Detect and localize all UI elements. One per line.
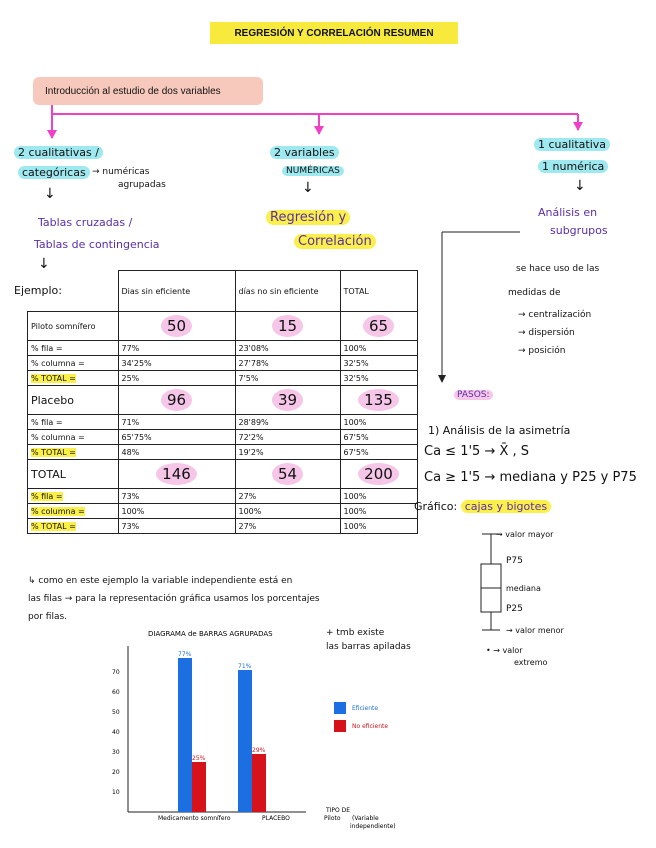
legend-label: No eficiente: [352, 723, 389, 730]
branch2-title-2: NUMÉRICAS: [282, 166, 344, 176]
y-tick-label: 60: [112, 689, 120, 696]
side-note-1: + tmb existe: [326, 628, 385, 638]
cell-value: 27%: [235, 519, 340, 534]
cell-value: 67'5%: [340, 430, 417, 445]
row-label: % TOTAL =: [31, 447, 76, 457]
header-cell: días no sin eficiente: [235, 271, 340, 312]
branch2-title-1: 2 variables: [270, 146, 339, 159]
legend-label: Eficiente: [352, 705, 379, 712]
branch3-measures-2: medidas de: [508, 288, 561, 298]
y-tick-label: 10: [112, 789, 120, 796]
row-label: Piloto somnífero: [28, 312, 119, 341]
row-label: % columna =: [28, 356, 119, 371]
cell-value: 27'78%: [235, 356, 340, 371]
row-label: % columna =: [28, 430, 119, 445]
down-arrow: ↓: [44, 186, 56, 202]
note-line-3: por filas.: [28, 612, 68, 622]
cell-value: 54: [272, 463, 303, 485]
box-label-max: → valor mayor: [496, 530, 554, 539]
bar-data-label: 71%: [238, 663, 252, 670]
box-label-extreme: • → valor: [486, 646, 523, 655]
branch3-title-1: 1 cualitativa: [534, 138, 610, 151]
cell-value: 25%: [118, 371, 235, 386]
category-label: PLACEBO: [262, 815, 290, 822]
table-row: [28, 371, 418, 386]
row-label: % columna =: [31, 506, 85, 516]
bar-data-label: 29%: [252, 747, 266, 754]
cell-value: 23'08%: [235, 341, 340, 356]
down-arrow: ↓: [302, 180, 314, 196]
measure-item: → dispersión: [518, 328, 575, 338]
x-axis-label: TIPO DE: [326, 807, 351, 814]
branch1-tables-2: Tablas de contingencia: [34, 238, 160, 251]
cell-value: 28'89%: [235, 415, 340, 430]
box-label-p25: P25: [506, 604, 523, 614]
x-axis-label: Piloto: [324, 815, 341, 822]
table-row: [28, 415, 418, 430]
cell-value: 200: [358, 463, 399, 485]
cell-value: 32'5%: [340, 356, 417, 371]
step-1: 1) Análisis de la asimetría: [428, 424, 571, 437]
header-cell: Dias sin eficiente: [118, 271, 235, 312]
down-arrow: ↓: [38, 256, 50, 272]
row-label: % fila =: [31, 491, 63, 501]
bar: [192, 762, 206, 812]
cell-value: 50: [161, 315, 192, 337]
cell-value: 71%: [118, 415, 235, 430]
pasos-connector: [420, 230, 530, 400]
y-tick-label: 40: [112, 729, 120, 736]
cell-value: 96: [161, 389, 192, 411]
table-row: [28, 356, 418, 371]
cell-value: 77%: [118, 341, 235, 356]
box-label-median: mediana: [506, 584, 541, 593]
side-note-2: las barras apiladas: [326, 642, 411, 652]
branch1-note-2: agrupadas: [118, 180, 166, 190]
bar: [252, 754, 266, 812]
box-label-p75: P75: [506, 556, 523, 566]
cell-value: 135: [358, 389, 399, 411]
branch3-analysis-1: Análisis en: [538, 206, 598, 219]
row-label: % fila =: [28, 415, 119, 430]
chart-title: DIAGRAMA de BARRAS AGRUPADAS: [148, 630, 273, 638]
branch-connectors: [0, 0, 656, 140]
cell-value: 27%: [235, 489, 340, 504]
y-tick-label: 50: [112, 709, 120, 716]
cell-value: 34'25%: [118, 356, 235, 371]
cell-value: 72'2%: [235, 430, 340, 445]
down-arrow: ↓: [574, 178, 586, 194]
row-label: % TOTAL =: [31, 373, 76, 383]
cell-value: 100%: [340, 341, 417, 356]
cell-value: 65: [363, 315, 394, 337]
cell-value: 100%: [340, 415, 417, 430]
note-line-2: las filas → para la representación gráfica usamos los porcentajes: [28, 594, 320, 604]
table-row: [28, 504, 418, 519]
cell-value: 100%: [340, 504, 417, 519]
ca-rule-1: Ca ≤ 1'5 → X̄ , S: [424, 444, 530, 459]
branch2-result-2: Correlación: [294, 234, 376, 249]
table-row: [28, 430, 418, 445]
cell-value: 67'5%: [340, 445, 417, 460]
table-row: [28, 519, 418, 534]
cell-value: 100%: [235, 504, 340, 519]
table-row: [28, 445, 418, 460]
branch3-analysis-2: subgrupos: [550, 224, 608, 237]
y-tick-label: 20: [112, 769, 120, 776]
pasos-label: PASOS:: [454, 390, 493, 400]
legend-swatch-eficiente: [334, 702, 346, 714]
branch2-result-1: Regresión y: [266, 210, 350, 225]
intro-box: Introducción al estudio de dos variables: [33, 77, 263, 105]
contingency-table: [27, 270, 418, 534]
branch1-title-1: 2 cualitativas /: [14, 146, 103, 159]
cell-value: 73%: [118, 519, 235, 534]
ca-rule-2: Ca ≥ 1'5 → mediana y P25 y P75: [424, 470, 637, 485]
cell-value: 146: [156, 463, 197, 485]
x-axis-label: (Variable: [352, 815, 379, 822]
row-label: TOTAL: [28, 460, 119, 489]
cell-value: 39: [272, 389, 303, 411]
grouped-bar-chart: [100, 622, 400, 844]
branch1-tables-1: Tablas cruzadas /: [38, 216, 133, 229]
cell-value: 100%: [340, 519, 417, 534]
row-label: Placebo: [28, 386, 119, 415]
cell-value: 48%: [118, 445, 235, 460]
row-label: % fila =: [28, 341, 119, 356]
branch1-title-2: categóricas: [18, 166, 90, 179]
example-label: Ejemplo:: [14, 284, 62, 297]
cell-value: 15: [272, 315, 303, 337]
header-cell: TOTAL: [340, 271, 417, 312]
row-label: % TOTAL =: [31, 521, 76, 531]
bar-data-label: 77%: [178, 651, 192, 658]
cell-value: 100%: [340, 489, 417, 504]
page-title: REGRESIÓN Y CORRELACIÓN RESUMEN: [210, 22, 458, 44]
box-label-extreme-2: extremo: [514, 658, 548, 667]
branch3-title-2: 1 numérica: [538, 160, 608, 173]
table-row: [28, 460, 418, 489]
category-label: Medicamento somnífero: [158, 815, 231, 822]
table-row: [28, 341, 418, 356]
branch1-note-1: → numéricas: [92, 167, 150, 177]
x-axis-label: independiente): [350, 823, 396, 830]
table-row: [28, 312, 418, 341]
measure-item: → posición: [518, 346, 566, 356]
bar: [178, 658, 192, 812]
y-tick-label: 30: [112, 749, 120, 756]
measure-item: → centralización: [518, 310, 592, 320]
legend-swatch-no-eficiente: [334, 720, 346, 732]
cell-value: 73%: [118, 489, 235, 504]
y-tick-label: 70: [112, 669, 120, 676]
branch3-measures-1: se hace uso de las: [516, 264, 600, 274]
cell-value: 32'5%: [340, 371, 417, 386]
table-row: [28, 386, 418, 415]
cell-value: 65'75%: [118, 430, 235, 445]
bar: [238, 670, 252, 812]
bar-data-label: 25%: [192, 755, 206, 762]
table-row: [28, 489, 418, 504]
cell-value: 7'5%: [235, 371, 340, 386]
cell-value: 100%: [118, 504, 235, 519]
note-line-1: ↳ como en este ejemplo la variable independiente está en: [28, 576, 293, 586]
grafico-label: Gráfico: cajas y bigotes: [414, 500, 551, 513]
box-label-min: → valor menor: [506, 626, 564, 635]
cell-value: 19'2%: [235, 445, 340, 460]
